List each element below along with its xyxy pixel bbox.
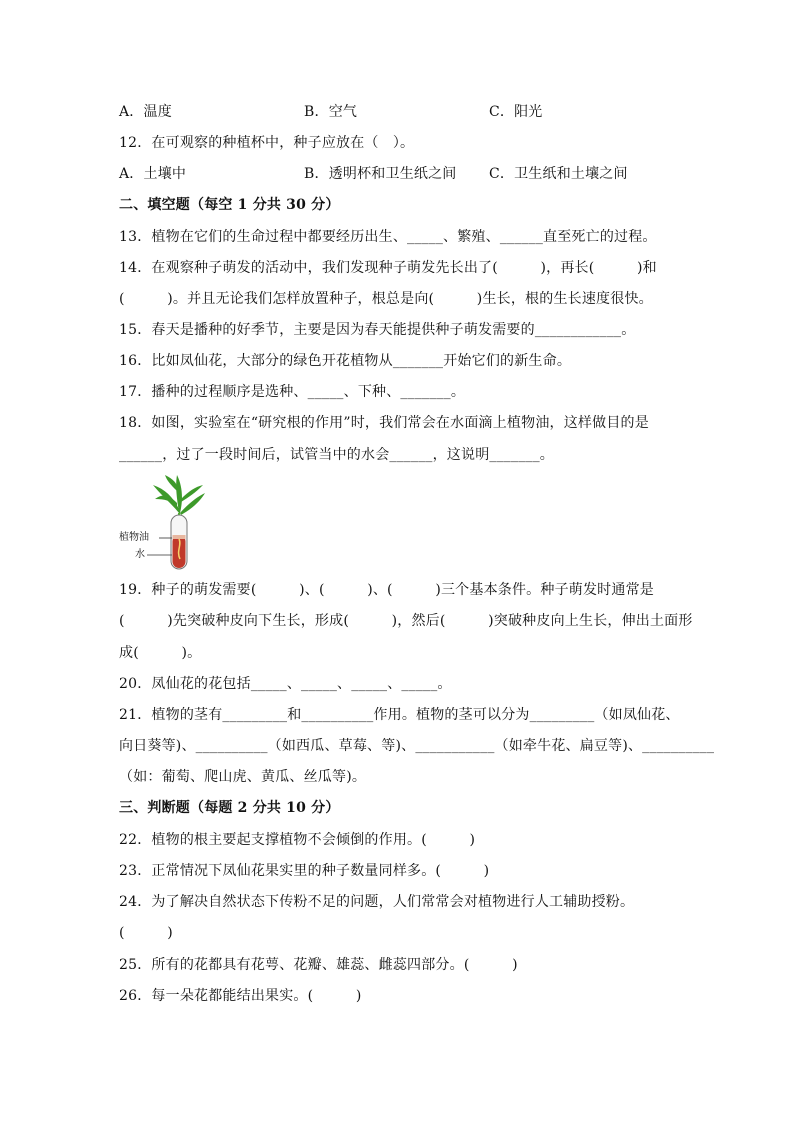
question-16: 16．比如凤仙花，大部分的绿色开花植物从_______开始它们的新生命。 bbox=[119, 353, 572, 369]
q11-option-a: A．温度 bbox=[119, 104, 172, 120]
q11-option-b: B．空气 bbox=[304, 104, 358, 120]
question-20: 20．凤仙花的花包括_____、_____、_____、_____。 bbox=[119, 676, 452, 692]
section-3-heading: 三、判断题（每题 2 分共 10 分） bbox=[119, 800, 340, 816]
question-23: 23．正常情况下凤仙花果实里的种子数量同样多。( ) bbox=[119, 863, 490, 879]
question-19-line-3: 成( )。 bbox=[119, 645, 202, 661]
test-tube-plant-figure bbox=[119, 473, 209, 573]
q12-option-b: B．透明杯和卫生纸之间 bbox=[304, 166, 457, 182]
question-13: 13．植物在它们的生命过程中都要经历出生、_____、繁殖、______直至死亡的过程。 bbox=[119, 229, 657, 245]
question-22: 22．植物的根主要起支撑植物不会倾倒的作用。( ) bbox=[119, 832, 476, 848]
question-14-line-1: 14．在观察种子萌发的活动中，我们发现种子萌发先长出了( )，再长( )和 bbox=[119, 260, 657, 276]
question-21-line-2: 向日葵等)、__________（如西瓜、草莓、等)、___________（如牵牛花、扁豆等)、__________ bbox=[119, 738, 715, 754]
question-24-line-1: 24．为了解决自然状态下传粉不足的问题，人们常常会对植物进行人工辅助授粉。 bbox=[119, 894, 635, 910]
question-26: 26．每一朵花都能结出果实。( ) bbox=[119, 988, 362, 1004]
q11-options bbox=[119, 100, 704, 124]
q12-stem: 12．在可观察的种植杯中，种子应放在（ ）。 bbox=[119, 135, 415, 151]
question-25: 25．所有的花都具有花萼、花瓣、雄蕊、雌蕊四部分。( ) bbox=[119, 957, 518, 973]
question-19-line-2: ( )先突破种皮向下生长，形成( )，然后( )突破种皮向上生长，伸出土面形 bbox=[119, 613, 693, 629]
q12-option-a: A．土壤中 bbox=[119, 166, 187, 182]
q11-option-c: C．阳光 bbox=[489, 104, 543, 120]
question-21-line-3: （如：葡萄、爬山虎、黄瓜、丝瓜等)。 bbox=[119, 769, 367, 785]
q12-option-c: C．卫生纸和土壤之间 bbox=[489, 166, 628, 182]
question-15: 15．春天是播种的好季节，主要是因为春天能提供种子萌发需要的____________。 bbox=[119, 322, 636, 338]
question-18-line-2: ______，过了一段时间后，试管当中的水会______，这说明_______。 bbox=[119, 447, 554, 463]
question-19-line-1: 19．种子的萌发需要( )、( )、( )三个基本条件。种子萌发时通常是 bbox=[119, 582, 654, 598]
q12-options bbox=[119, 162, 704, 186]
question-14-line-2: ( )。并且无论我们怎样放置种子，根总是向( )生长，根的生长速度很快。 bbox=[119, 291, 653, 307]
oil-label: 植物油 bbox=[119, 532, 149, 543]
section-2-heading: 二、填空题（每空 1 分共 30 分） bbox=[119, 197, 340, 213]
water-label: 水 bbox=[135, 549, 145, 560]
question-21-line-1: 21．植物的茎有_________和__________作用。植物的茎可以分为_________（如凤仙花、 bbox=[119, 707, 680, 723]
question-18-line-1: 18．如图，实验室在“研究根的作用”时，我们常会在水面滴上植物油，这样做目的是 bbox=[119, 415, 649, 431]
question-24-line-2: ( ) bbox=[119, 925, 173, 941]
question-17: 17．播种的过程顺序是选种、_____、下种、_______。 bbox=[119, 384, 466, 400]
plant-in-test-tube-illustration bbox=[119, 473, 209, 573]
